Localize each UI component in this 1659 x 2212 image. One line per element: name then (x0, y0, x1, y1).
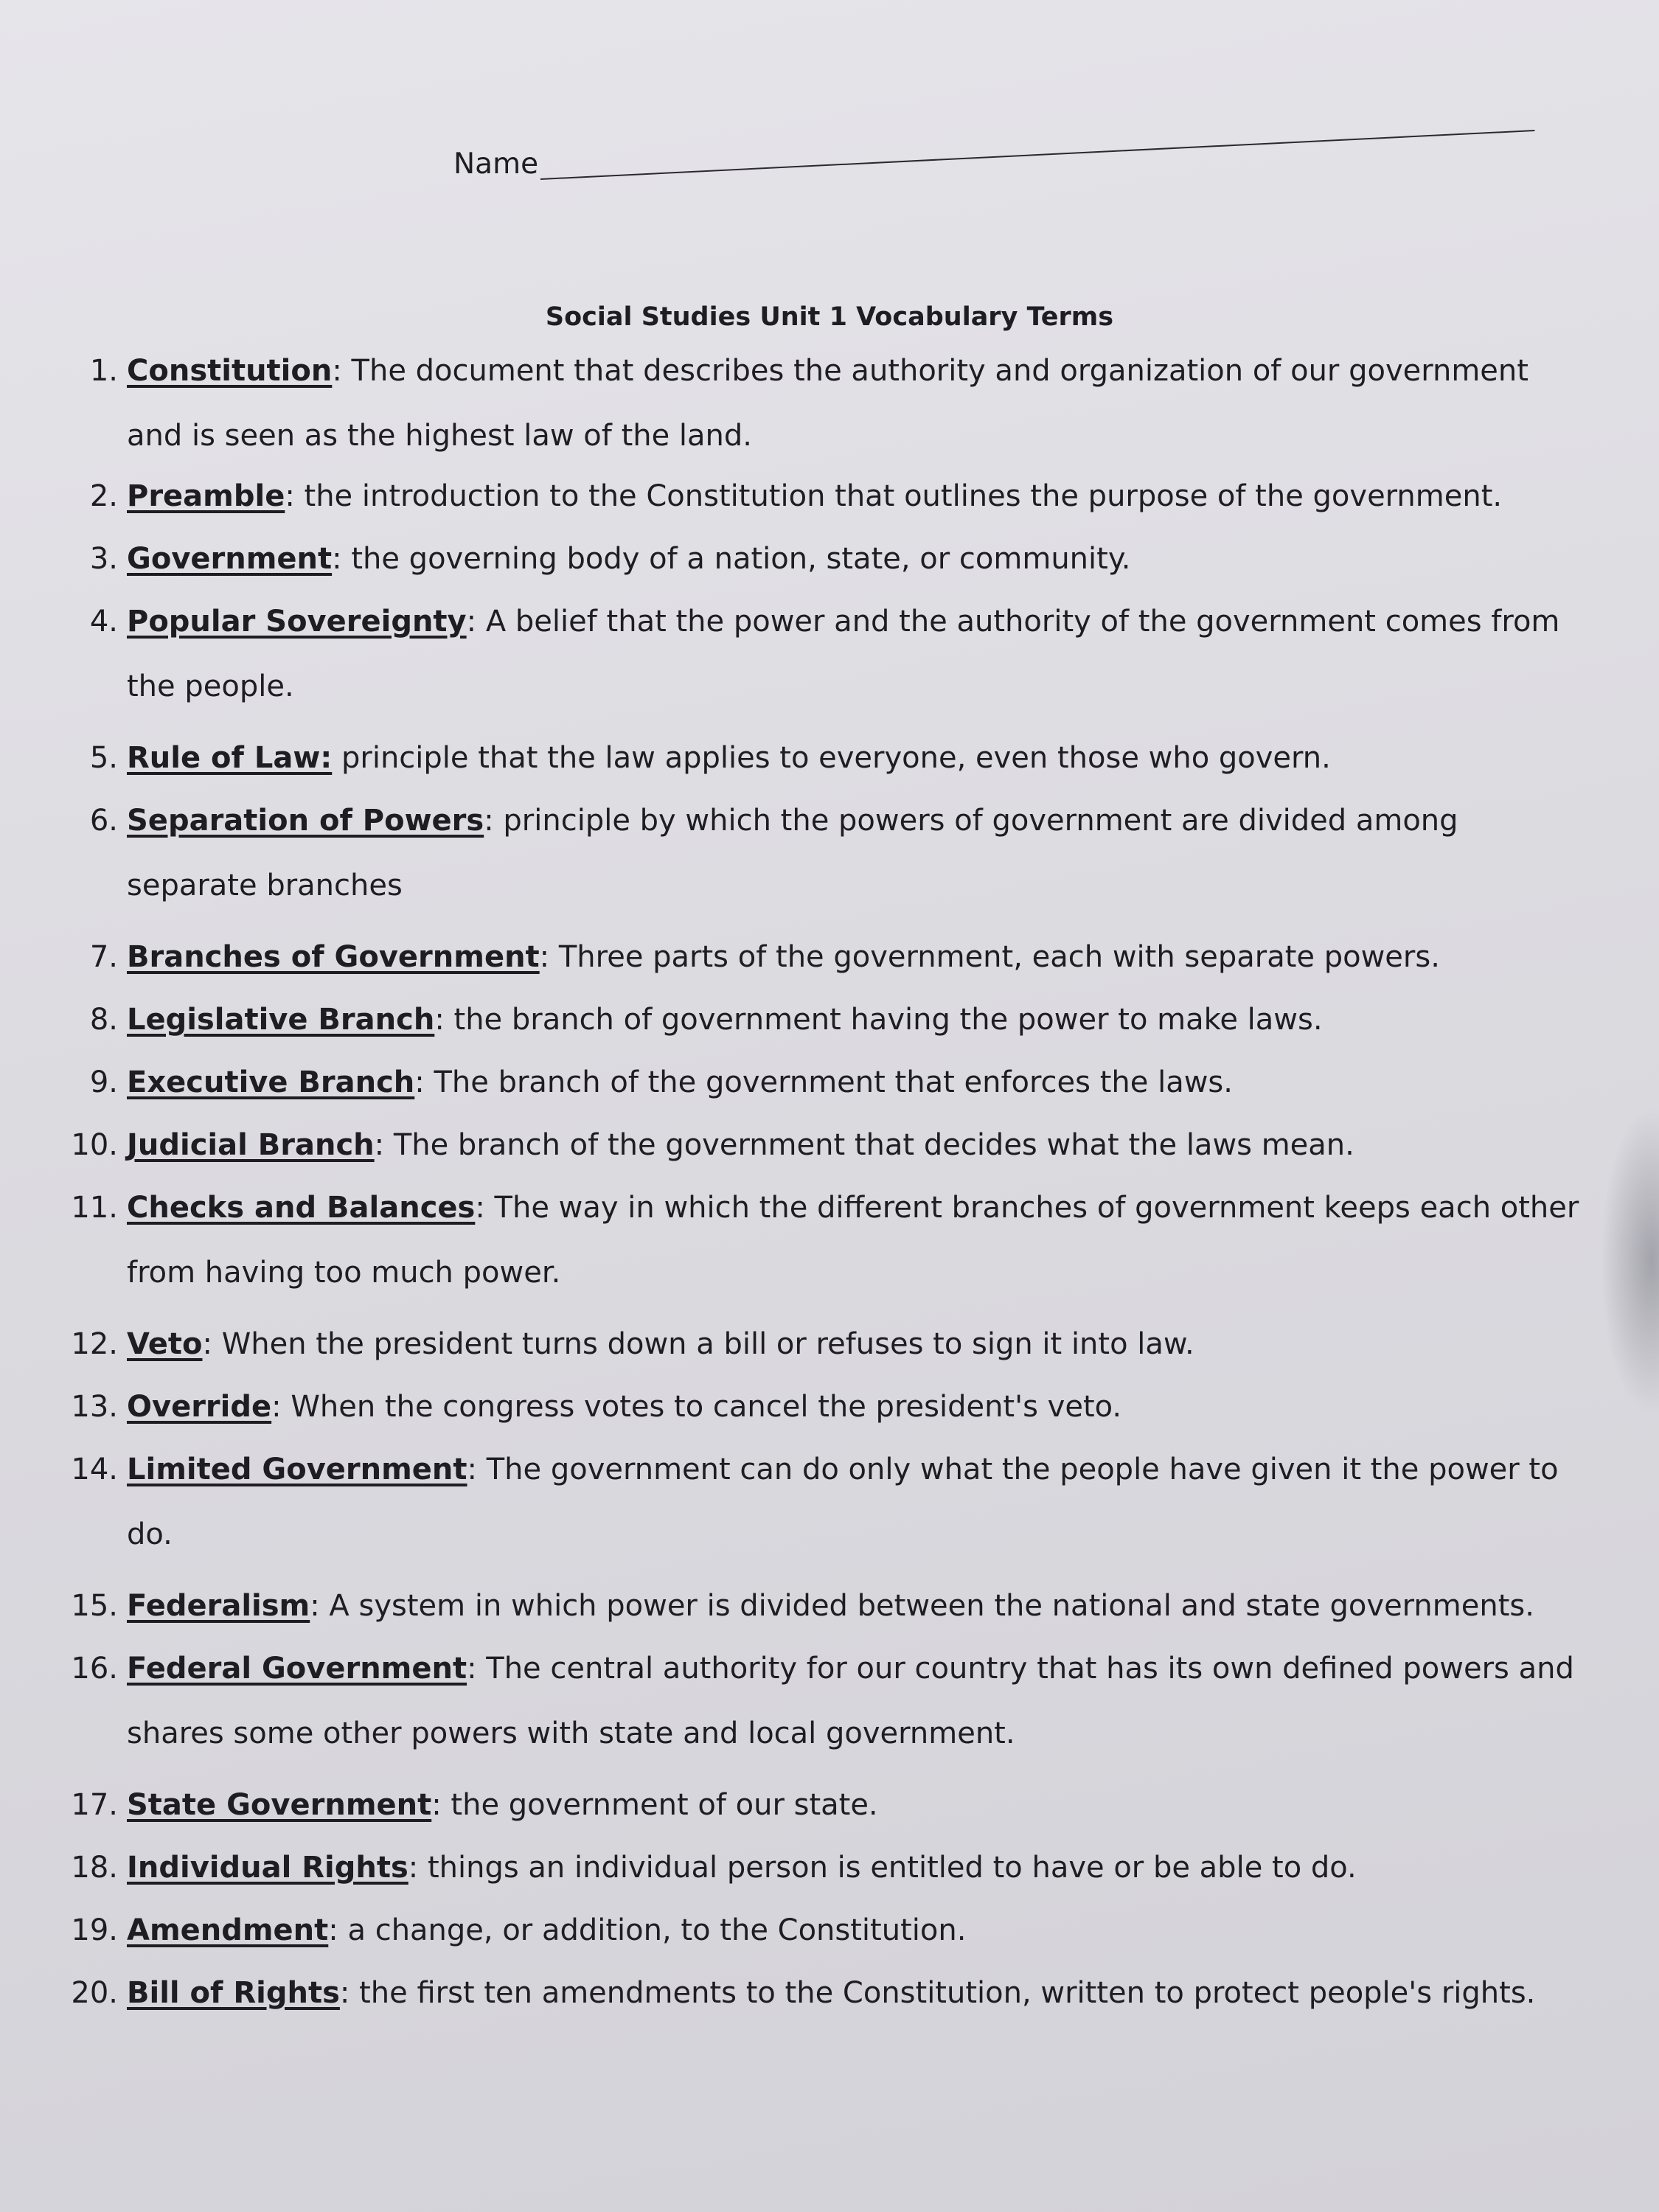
vocab-definition: : the branch of government having the power to make laws. (434, 1003, 1323, 1037)
vocab-term: Preamble (127, 479, 285, 513)
vocab-definition: : the governing body of a nation, state, or community. (332, 542, 1131, 576)
vocab-definition: : The central authority for our country that has its own defined powers and (467, 1652, 1574, 1686)
vocab-number: 15. (71, 1589, 118, 1623)
vocab-line (127, 605, 1559, 639)
vocab-definition: : A system in which power is divided between the national and state governments. (310, 1589, 1534, 1623)
vocab-definition: : principle by which the powers of government are divided among (484, 804, 1458, 838)
vocab-definition-continued: and is seen as the highest law of the land. (127, 419, 753, 453)
vocab-definition: : the introduction to the Constitution that outlines the purpose of the government. (285, 479, 1503, 513)
vocab-term: Rule of Law: (127, 741, 333, 775)
vocab-line (127, 1390, 1121, 1424)
vocab-line (127, 741, 1331, 775)
vocab-definition: : The branch of the government that decides what the laws mean. (374, 1128, 1354, 1162)
vocab-number: 16. (71, 1652, 118, 1686)
vocab-term: Individual Rights (127, 1851, 408, 1885)
vocab-line (127, 1589, 1534, 1623)
vocab-term: State Government (127, 1788, 432, 1822)
vocab-term: Executive Branch (127, 1065, 415, 1099)
name-blank-line (540, 130, 1534, 180)
vocab-definition: : a change, or addition, to the Constitution. (328, 1913, 967, 1947)
vocab-line (127, 1453, 1559, 1486)
vocab-term: Legislative Branch (127, 1003, 435, 1037)
vocab-term: Checks and Balances (127, 1191, 476, 1225)
vocab-term: Override (127, 1390, 272, 1424)
vocab-number: 5. (89, 741, 118, 775)
vocab-term: Amendment (127, 1913, 329, 1947)
vocab-definition: : The branch of the government that enforces the laws. (414, 1065, 1233, 1099)
vocab-line (127, 1652, 1574, 1686)
vocab-definition-continued: from having too much power. (127, 1256, 561, 1290)
vocab-number: 20. (71, 1976, 118, 2010)
vocab-definition: : When the president turns down a bill or refuses to sign it into law. (202, 1327, 1194, 1361)
name-field (453, 142, 1537, 208)
vocab-term: Government (127, 542, 333, 576)
vocab-line (127, 1327, 1194, 1361)
vocab-line (127, 1003, 1323, 1037)
vocab-definition: : the first ten amendments to the Constitution, written to protect people's rights. (339, 1976, 1536, 2010)
vocab-definition-continued: do. (127, 1517, 173, 1551)
vocab-line (127, 940, 1440, 974)
vocab-number: 17. (71, 1788, 118, 1822)
vocab-definition: : things an individual person is entitled to have or be able to do. (408, 1851, 1357, 1885)
vocab-line (127, 1913, 966, 1947)
vocab-number: 2. (89, 479, 118, 513)
vocab-definition: : The government can do only what the people have given it the power to (467, 1453, 1559, 1486)
vocab-term: Separation of Powers (127, 804, 484, 838)
worksheet-title: Social Studies Unit 1 Vocabulary Terms (545, 302, 1114, 332)
vocab-number: 7. (89, 940, 118, 974)
vocab-number: 19. (71, 1913, 118, 1947)
vocab-definition: principle that the law applies to everyone, even those who govern. (332, 741, 1331, 775)
vocab-definition-continued: the people. (127, 669, 294, 703)
vocab-number: 1. (89, 354, 118, 388)
vocab-line (127, 479, 1502, 513)
vocab-number: 8. (89, 1003, 118, 1037)
vocab-term: Veto (127, 1327, 203, 1361)
vocab-line (127, 1065, 1233, 1099)
vocab-number: 3. (89, 542, 118, 576)
vocab-term: Constitution (127, 354, 333, 388)
vocab-term: Federal Government (127, 1652, 467, 1686)
vocab-number: 18. (71, 1851, 118, 1885)
vocab-definition-continued: shares some other powers with state and local government. (127, 1717, 1015, 1750)
vocab-number: 12. (71, 1327, 118, 1361)
page-shadow (1600, 1106, 1659, 1416)
vocab-term: Popular Sovereignty (127, 605, 467, 639)
vocab-term: Branches of Government (127, 940, 540, 974)
vocab-number: 9. (89, 1065, 118, 1099)
vocab-definition: : The document that describes the authority and organization of our government (332, 354, 1528, 388)
vocab-line (127, 542, 1131, 576)
vocab-line (127, 1851, 1357, 1885)
vocab-definition: : The way in which the different branches of government keeps each other (475, 1191, 1579, 1225)
vocab-definition: : A belief that the power and the authority of the government comes from (466, 605, 1560, 639)
vocab-number: 11. (71, 1191, 118, 1225)
vocab-number: 4. (89, 605, 118, 639)
vocab-term: Limited Government (127, 1453, 467, 1486)
vocab-term: Judicial Branch (127, 1128, 375, 1162)
vocab-definition: : When the congress votes to cancel the president's veto. (271, 1390, 1122, 1424)
vocab-line (127, 1128, 1354, 1162)
vocab-number: 10. (71, 1128, 118, 1162)
vocab-number: 13. (71, 1390, 118, 1424)
vocab-line (127, 354, 1528, 388)
vocab-term: Federalism (127, 1589, 310, 1623)
vocab-definition-continued: separate branches (127, 869, 403, 902)
vocab-line (127, 804, 1458, 838)
vocab-line (127, 1976, 1535, 2010)
vocab-number: 14. (71, 1453, 118, 1486)
vocab-definition: : Three parts of the government, each with separate powers. (539, 940, 1440, 974)
vocab-definition: : the government of our state. (431, 1788, 878, 1822)
vocab-line (127, 1788, 878, 1822)
vocab-line (127, 1191, 1579, 1225)
vocab-number: 6. (89, 804, 118, 838)
name-label: Name (453, 147, 539, 181)
vocab-term: Bill of Rights (127, 1976, 340, 2010)
